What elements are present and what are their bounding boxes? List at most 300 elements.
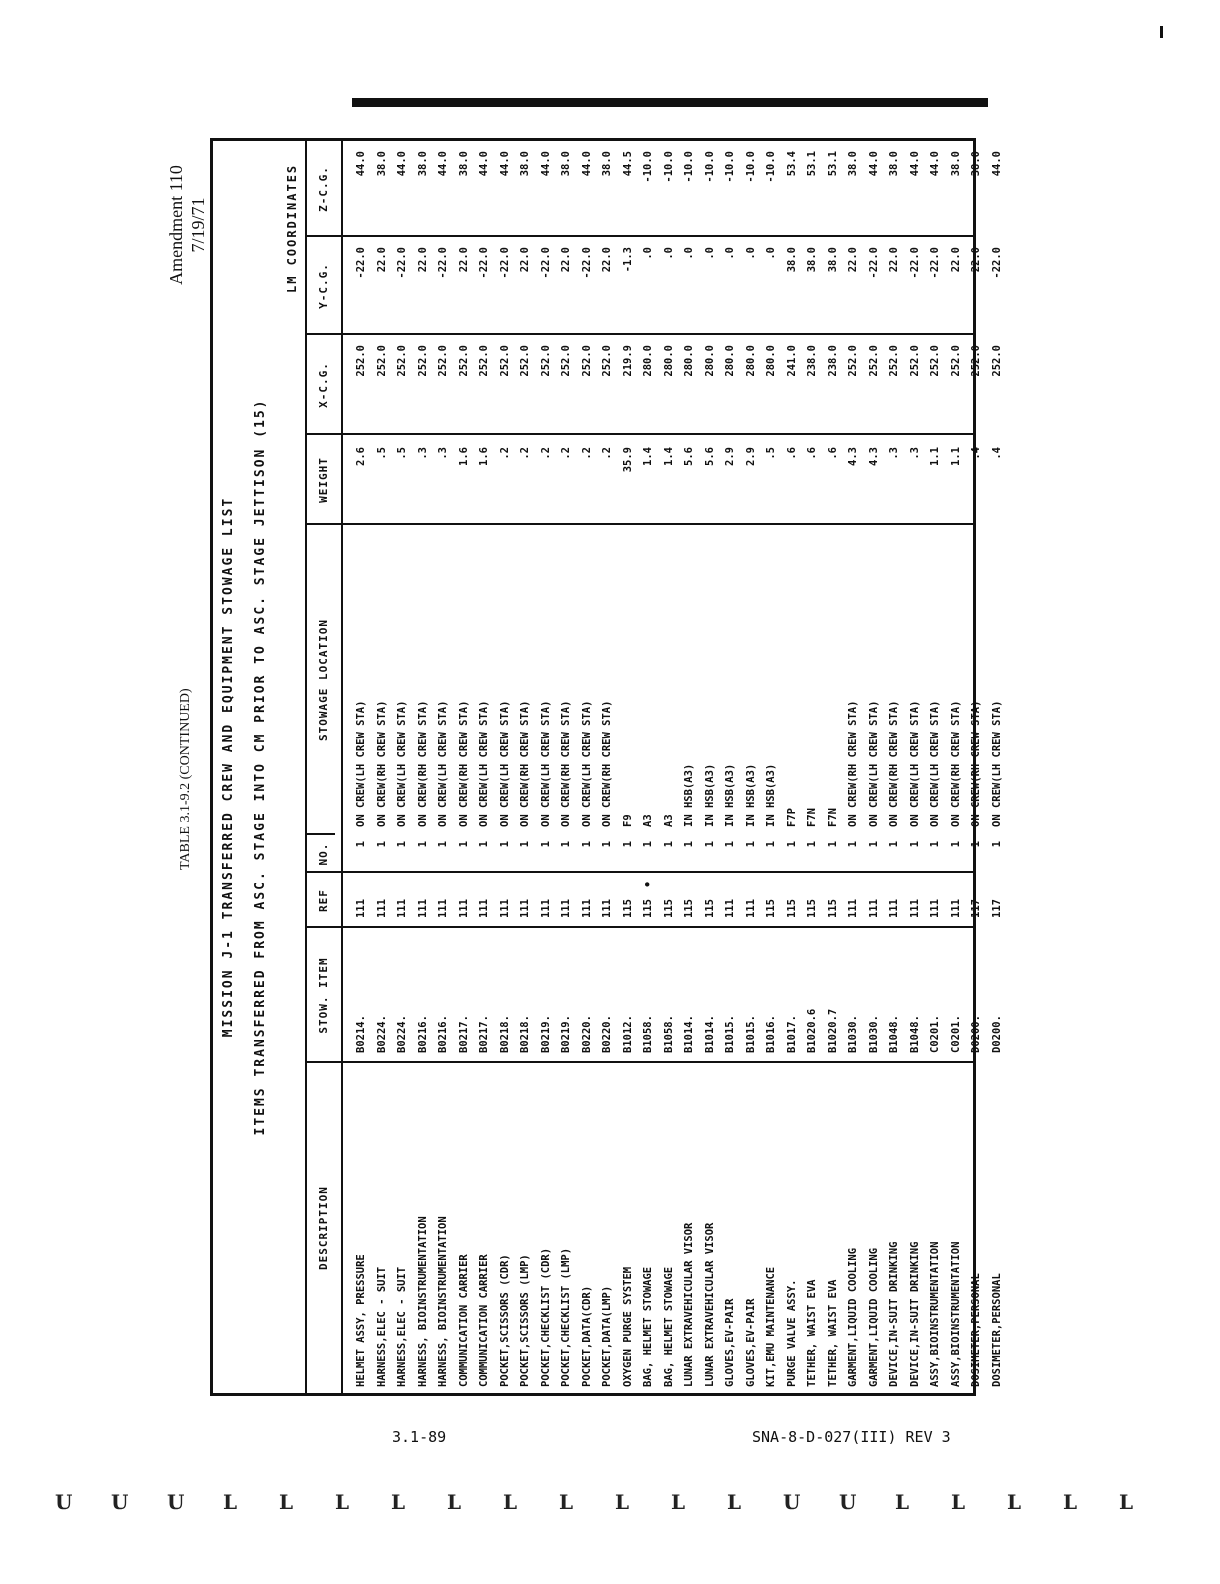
table-title: MISSION J-1 TRANSFERRED CREW AND EQUIPMENT STOWAGE LIST [221,496,236,1038]
cell-ref: 117 [990,899,1003,918]
cell-no: 1 [375,841,388,848]
cell-description: DEVICE,IN-SUIT DRINKING [908,1241,921,1387]
cell-stowage-location: ON CREW(LH CREW STA) [539,700,552,827]
cell-xcg: 252.0 [457,345,470,377]
cell-stowage-location: IN HSB(A3) [765,763,777,827]
table-row [925,141,946,1393]
cell-no: 1 [990,841,1003,848]
cell-stowage-location: ON CREW(LH CREW STA) [990,700,1003,827]
cell-zcg: 38.0 [949,151,962,177]
cell-ycg: -22.0 [498,247,511,279]
lm-coordinates-label: LM COORDINATES [285,163,299,293]
cell-zcg: 38.0 [601,151,613,177]
cell-ycg: 22.0 [949,247,962,273]
table-row [351,141,372,1393]
cell-stow-item: B1020.6 [806,1008,818,1053]
cell-stow-item: B1016. [765,1015,777,1053]
cell-no: 1 [355,841,367,848]
cell-xcg: 252.0 [908,345,921,377]
cell-description: GARMENT,LIQUID COOLING [867,1247,880,1387]
cell-ref: 115 [621,899,634,918]
bottom-marks [55,1490,1155,1530]
cell-zcg: -10.0 [744,151,757,183]
corner-mark [1160,26,1163,38]
table-row [515,141,536,1393]
cell-weight: 4.3 [867,447,880,466]
cell-stow-item: D0200. [990,1015,1003,1053]
cell-ycg: -22.0 [990,247,1003,279]
cell-ycg: 38.0 [785,247,798,273]
cell-ref: 111 [519,899,531,918]
cell-description: HARNESS,ELEC - SUIT [396,1266,408,1387]
table-row [679,141,700,1393]
cell-xcg: 238.0 [806,345,818,377]
cell-ycg: 38.0 [826,247,839,273]
cell-description: GARMENT,LIQUID COOLING [847,1247,859,1387]
cell-zcg: 38.0 [416,151,429,177]
cell-no: 1 [478,841,490,848]
cell-zcg: 44.0 [539,151,552,177]
cell-ycg: 38.0 [806,247,818,273]
table-title-band [213,141,305,1393]
cell-xcg: 241.0 [785,345,798,377]
cell-description: COMMUNICATION CARRIER [457,1254,470,1387]
cell-description: DOSIMETER,PERSONAL [970,1273,982,1387]
cell-zcg: 38.0 [970,151,982,177]
cell-stowage-location: ON CREW(RH CREW STA) [375,700,388,827]
table-row [905,141,926,1393]
cell-ycg: -22.0 [539,247,552,279]
cell-stowage-location: ON CREW(LH CREW STA) [396,700,408,827]
cell-ref: 111 [601,899,613,918]
table-row [761,141,782,1393]
cell-weight: 1.6 [478,447,490,466]
cell-xcg: 238.0 [826,345,839,377]
cell-description: LUNAR EXTRAVEHICULAR VISOR [703,1222,716,1387]
cell-zcg: 44.0 [990,151,1003,177]
registration-mark: L [503,1490,518,1514]
cell-ycg: .0 [744,247,757,260]
table-row [884,141,905,1393]
cell-weight: .2 [519,447,531,460]
cell-no: 1 [662,841,675,848]
cell-description: POCKET,DATA(CDR) [580,1285,593,1387]
cell-stowage-location: ON CREW(RH CREW STA) [970,700,982,827]
cell-xcg: 252.0 [867,345,880,377]
cell-xcg: 280.0 [744,345,757,377]
cell-xcg: 219.9 [621,345,634,377]
cell-stowage-location: IN HSB(A3) [703,763,716,827]
cell-stow-item: C0201. [929,1015,941,1053]
cell-description: OXYGEN PURGE SYSTEM [621,1266,634,1387]
registration-mark: L [279,1490,294,1514]
cell-zcg: 38.0 [847,151,859,177]
cell-stow-item: B0219. [560,1015,572,1053]
cell-stowage-location: ON CREW(RH CREW STA) [888,700,900,827]
cell-no: 1 [908,841,921,848]
cell-weight: .3 [888,447,900,460]
cell-zcg: 38.0 [560,151,572,177]
col-divider [305,833,335,835]
registration-mark: L [727,1490,742,1514]
amendment-date: 7/19/71 [188,197,208,253]
cell-weight: 1.1 [929,447,941,466]
cell-no: 1 [949,841,962,848]
registration-mark: L [951,1490,966,1514]
cell-xcg: 280.0 [724,345,736,377]
cell-stowage-location: F7N [826,808,839,827]
table-row [720,141,741,1393]
cell-ref: 111 [744,899,757,918]
cell-ref: 111 [437,899,449,918]
cell-ycg: -22.0 [355,247,367,279]
cell-description: HARNESS, BIOINSTRUMENTATION [416,1216,429,1387]
cell-ref: 111 [929,899,941,918]
cell-stowage-location: ON CREW(LH CREW STA) [867,700,880,827]
cell-stowage-location: ON CREW(RH CREW STA) [949,700,962,827]
cell-zcg: -10.0 [683,151,695,183]
cell-no: 1 [396,841,408,848]
col-header-no: NO. [317,842,330,866]
cell-zcg: 44.0 [908,151,921,177]
cell-weight: .3 [416,447,429,460]
cell-no: 1 [929,841,941,848]
amendment-label: Amendment 110 [166,165,186,285]
table-row [577,141,598,1393]
lm-coordinates-band [279,141,305,1393]
table-row [392,141,413,1393]
cell-zcg: 44.0 [355,151,367,177]
cell-stowage-location: ON CREW(LH CREW STA) [580,700,593,827]
cell-description: HELMET ASSY, PRESSURE [355,1254,367,1387]
cell-description: COMMUNICATION CARRIER [478,1254,490,1387]
cell-xcg: 252.0 [888,345,900,377]
cell-ref: 111 [478,899,490,918]
table-row [413,141,434,1393]
cell-stow-item: B1015. [724,1015,736,1053]
cell-weight: .5 [396,447,408,460]
cell-stowage-location: IN HSB(A3) [724,763,736,827]
cell-stow-item: B0224. [396,1015,408,1053]
cell-stowage-location: F9 [621,814,634,827]
stowage-table-frame [210,138,1003,1396]
registration-mark: L [1063,1490,1078,1514]
cell-ycg: 22.0 [457,247,470,273]
cell-ycg: -22.0 [580,247,593,279]
cell-stow-item: B0224. [375,1015,388,1053]
cell-xcg: 252.0 [437,345,449,377]
cell-no: 1 [683,841,695,848]
cell-ref: 111 [539,899,552,918]
cell-ycg: -22.0 [929,247,941,279]
cell-zcg: -10.0 [642,151,654,183]
cell-zcg: 53.1 [806,151,818,177]
registration-mark: U [55,1490,73,1514]
document-id: SNA-8-D-027(III) REV 3 [752,1428,951,1446]
registration-mark: L [447,1490,462,1514]
cell-ref: 111 [908,899,921,918]
table-row [536,141,557,1393]
cell-description: HARNESS, BIOINSTRUMENTATION [437,1216,449,1387]
cell-no: 1 [867,841,880,848]
cell-stow-item: B0214. [355,1015,367,1053]
cell-ref: 111 [867,899,880,918]
col-header-stow-item: STOW. ITEM [317,957,330,1034]
cell-no: 1 [457,841,470,848]
cell-ref: 111 [498,899,511,918]
table-row [843,141,864,1393]
cell-ref: 111 [416,899,429,918]
cell-description: POCKET,SCISSORS (LMP) [519,1254,531,1387]
cell-ycg: .0 [662,247,675,260]
cell-description: BAG, HELMET STOWAGE [642,1266,654,1387]
cell-weight: 5.6 [683,447,695,466]
registration-mark: L [559,1490,574,1514]
cell-xcg: 280.0 [703,345,716,377]
cell-no: 1 [785,841,798,848]
cell-stowage-location: ON CREW(LH CREW STA) [929,700,941,827]
table-row [638,141,659,1393]
cell-description: DEVICE,IN-SUIT DRINKING [888,1241,900,1387]
cell-ycg: 22.0 [519,247,531,273]
cell-ref: 111 [888,899,900,918]
table-row [454,141,475,1393]
cell-description: LUNAR EXTRAVEHICULAR VISOR [683,1222,695,1387]
cell-zcg: 53.4 [785,151,798,177]
cell-no: 1 [621,841,634,848]
cell-zcg: 44.0 [867,151,880,177]
cell-stow-item: B1015. [744,1015,757,1053]
cell-no: 1 [437,841,449,848]
cell-weight: 1.4 [662,447,675,466]
cell-ycg: .0 [683,247,695,260]
cell-weight: 4.3 [847,447,859,466]
cell-weight: .2 [580,447,593,460]
cell-weight: .2 [560,447,572,460]
cell-ref: 111 [724,899,736,918]
cell-ref: 111 [560,899,572,918]
cell-zcg: 44.0 [498,151,511,177]
cell-xcg: 280.0 [662,345,675,377]
cell-description: ASSY,BIOINSTRUMENTATION [929,1241,941,1387]
cell-zcg: -10.0 [703,151,716,183]
cell-ycg: -22.0 [908,247,921,279]
registration-mark: L [1007,1490,1022,1514]
table-row [474,141,495,1393]
cell-stowage-location: ON CREW(LH CREW STA) [498,700,511,827]
cell-description: HARNESS,ELEC - SUIT [375,1266,388,1387]
cell-zcg: 38.0 [457,151,470,177]
table-row [966,141,987,1393]
registration-mark: U [167,1490,185,1514]
table-body [351,141,1007,1393]
cell-weight: 2.9 [724,447,736,466]
cell-stowage-location: IN HSB(A3) [683,763,695,827]
cell-weight: 2.6 [355,447,367,466]
cell-ref: 111 [375,899,388,918]
cell-ycg: 22.0 [416,247,429,273]
cell-zcg: 44.0 [396,151,408,177]
cell-ref: 115 [683,899,695,918]
cell-weight: .6 [806,447,818,460]
registration-mark: L [671,1490,686,1514]
cell-stow-item: B1014. [703,1015,716,1053]
cell-weight: .6 [826,447,839,460]
table-row [987,141,1008,1393]
table-row [433,141,454,1393]
cell-weight: .2 [601,447,613,460]
cell-xcg: 252.0 [949,345,962,377]
cell-ycg: -22.0 [867,247,880,279]
cell-ref: 111 [355,899,367,918]
cell-weight: .5 [375,447,388,460]
cell-stow-item: B0218. [498,1015,511,1053]
table-row [372,141,393,1393]
registration-mark: L [1119,1490,1134,1514]
cell-no: 1 [847,841,859,848]
registration-mark: U [839,1490,857,1514]
cell-xcg: 252.0 [560,345,572,377]
cell-ref: 111 [580,899,593,918]
cell-description: KIT,EMU MAINTENANCE [765,1266,777,1387]
cell-stow-item: B1030. [847,1015,859,1053]
cell-zcg: -10.0 [765,151,777,183]
cell-stow-item: B0219. [539,1015,552,1053]
cell-zcg: 38.0 [888,151,900,177]
cell-no: 1 [826,841,839,848]
cell-description: POCKET,CHECKLIST (CDR) [539,1247,552,1387]
cell-xcg: 252.0 [847,345,859,377]
cell-description: PURGE VALVE ASSY. [785,1279,798,1387]
cell-stowage-location: ON CREW(LH CREW STA) [355,700,367,827]
cell-ycg: -22.0 [478,247,490,279]
cell-stow-item: B0217. [478,1015,490,1053]
bullet-mark: • [641,880,655,888]
cell-zcg: 38.0 [375,151,388,177]
cell-description: TETHER, WAIST EVA [826,1279,839,1387]
cell-xcg: 280.0 [765,345,777,377]
cell-stow-item: B1048. [888,1015,900,1053]
cell-ref: 111 [949,899,962,918]
cell-description: POCKET,DATA(LMP) [601,1285,613,1387]
cell-no: 1 [601,841,613,848]
table-row [741,141,762,1393]
stowage-table [213,141,1003,1393]
cell-weight: 1.1 [949,447,962,466]
cell-xcg: 280.0 [642,345,654,377]
cell-ref: 111 [396,899,408,918]
cell-ycg: -22.0 [437,247,449,279]
table-row [556,141,577,1393]
cell-description: GLOVES,EV-PAIR [744,1298,757,1387]
cell-stow-item: B1020.7 [826,1008,839,1053]
col-header-xcg: X-C.G. [317,362,330,408]
cell-ycg: 22.0 [970,247,982,273]
cell-weight: .5 [765,447,777,460]
table-row [597,141,618,1393]
cell-stow-item: D0200. [970,1015,982,1053]
cell-no: 1 [519,841,531,848]
cell-weight: .4 [970,447,982,460]
cell-weight: .3 [437,447,449,460]
cell-no: 1 [560,841,572,848]
table-row [700,141,721,1393]
col-header-zcg: Z-C.G. [317,166,330,212]
cell-stowage-location: ON CREW(LH CREW STA) [908,700,921,827]
cell-stowage-location: ON CREW(RH CREW STA) [847,700,859,827]
cell-xcg: 252.0 [478,345,490,377]
table-row [659,141,680,1393]
cell-description: TETHER, WAIST EVA [806,1279,818,1387]
cell-stow-item: B1030. [867,1015,880,1053]
cell-stow-item: B1014. [683,1015,695,1053]
cell-stow-item: B0216. [416,1015,429,1053]
cell-xcg: 252.0 [355,345,367,377]
cell-stowage-location: IN HSB(A3) [744,763,757,827]
cell-xcg: 252.0 [519,345,531,377]
cell-xcg: 252.0 [539,345,552,377]
cell-ycg: .0 [724,247,736,260]
registration-mark: L [895,1490,910,1514]
cell-xcg: 252.0 [580,345,593,377]
cell-stowage-location: ON CREW(LH CREW STA) [437,700,449,827]
cell-ycg: 22.0 [847,247,859,273]
cell-stowage-location: F7N [806,808,818,827]
cell-ycg: -22.0 [396,247,408,279]
cell-zcg: 44.0 [929,151,941,177]
amendment-block [165,150,209,300]
table-row [618,141,639,1393]
cell-no: 1 [765,841,777,848]
cell-stowage-location: F7P [785,808,798,827]
cell-stow-item: B1017. [785,1015,798,1053]
cell-zcg: 38.0 [519,151,531,177]
cell-stowage-location: ON CREW(RH CREW STA) [416,700,429,827]
cell-no: 1 [806,841,818,848]
page-number: 3.1-89 [392,1428,447,1446]
cell-stowage-location: A3 [662,814,675,827]
cell-ref: 115 [785,899,798,918]
cell-stowage-location: ON CREW(LH CREW STA) [478,700,490,827]
cell-no: 1 [888,841,900,848]
cell-xcg: 252.0 [375,345,388,377]
cell-stow-item: B0216. [437,1015,449,1053]
table-subtitle: ITEMS TRANSFERRED FROM ASC. STAGE INTO CM PRIOR TO ASC. STAGE JETTISON (15) [253,398,268,1136]
table-row [946,141,967,1393]
cell-xcg: 252.0 [929,345,941,377]
cell-ref: 111 [457,899,470,918]
registration-mark: L [223,1490,238,1514]
cell-xcg: 252.0 [498,345,511,377]
cell-ref: 115 [765,899,777,918]
cell-weight: .2 [498,447,511,460]
cell-zcg: -10.0 [724,151,736,183]
cell-stow-item: B1058. [662,1015,675,1053]
cell-weight: .2 [539,447,552,460]
col-header-ref: REF [317,889,330,912]
col-header-description: DESCRIPTION [317,1186,330,1270]
cell-weight: 1.6 [457,447,470,466]
cell-xcg: 280.0 [683,345,695,377]
cell-no: 1 [539,841,552,848]
cell-xcg: 252.0 [601,345,613,377]
cell-no: 1 [580,841,593,848]
cell-no: 1 [970,841,982,848]
cell-zcg: 44.0 [437,151,449,177]
cell-description: BAG, HELMET STOWAGE [662,1266,675,1387]
cell-ycg: 22.0 [375,247,388,273]
cell-weight: 2.9 [744,447,757,466]
